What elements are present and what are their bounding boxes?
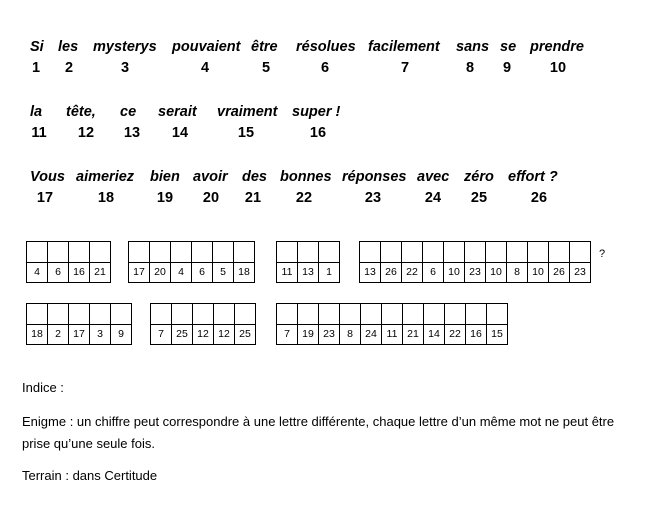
word-number: 25 — [470, 190, 488, 206]
letter-cell[interactable] — [235, 303, 256, 345]
answer-word-box — [26, 303, 132, 345]
word: être — [251, 39, 278, 55]
letter-cell[interactable] — [276, 241, 298, 283]
cell-number: 21 — [90, 263, 110, 283]
word: pouvaient — [172, 39, 241, 55]
letter-cell[interactable] — [528, 241, 549, 283]
letter-cell[interactable] — [507, 241, 528, 283]
letter-cell[interactable] — [111, 303, 132, 345]
letter-cell[interactable] — [319, 241, 340, 283]
letter-cell[interactable] — [128, 241, 150, 283]
word-number: 26 — [530, 190, 548, 206]
cell-number: 18 — [234, 263, 254, 283]
answer-word-box — [128, 241, 255, 283]
answer-word-box — [359, 241, 591, 283]
letter-cell[interactable] — [382, 303, 403, 345]
cell-number: 23 — [570, 263, 590, 283]
letter-cell[interactable] — [486, 241, 507, 283]
word-number: 21 — [244, 190, 262, 206]
word: se — [500, 39, 517, 55]
word-number: 22 — [295, 190, 313, 206]
word-number: 11 — [31, 125, 47, 141]
letter-cell[interactable] — [402, 241, 423, 283]
word: bonnes — [280, 169, 332, 185]
letter-cell[interactable] — [359, 241, 381, 283]
word: effort ? — [508, 169, 558, 185]
letter-cell[interactable] — [48, 303, 69, 345]
letter-cell[interactable] — [69, 241, 90, 283]
cell-number: 23 — [319, 325, 339, 345]
question-mark: ? — [599, 248, 606, 260]
cell-number: 11 — [277, 263, 297, 283]
cell-number: 20 — [150, 263, 170, 283]
word-number: 17 — [36, 190, 54, 206]
cell-number: 12 — [214, 325, 234, 345]
cell-number: 3 — [90, 325, 110, 345]
word: la — [30, 104, 43, 120]
cell-number: 7 — [277, 325, 297, 345]
letter-cell[interactable] — [69, 303, 90, 345]
word: vraiment — [217, 104, 278, 120]
word-number: 5 — [261, 60, 271, 76]
word: tête, — [66, 104, 96, 120]
letter-cell[interactable] — [381, 241, 402, 283]
word: zéro — [464, 169, 494, 185]
word-number: 20 — [202, 190, 220, 206]
letter-cell[interactable] — [192, 241, 213, 283]
cell-number: 6 — [48, 263, 68, 283]
word-number: 9 — [502, 60, 512, 76]
letter-cell[interactable] — [466, 303, 487, 345]
letter-cell[interactable] — [234, 241, 255, 283]
cell-number: 6 — [423, 263, 443, 283]
letter-cell[interactable] — [193, 303, 214, 345]
cell-number: 10 — [486, 263, 506, 283]
word: bien — [150, 169, 180, 185]
letter-cell[interactable] — [213, 241, 234, 283]
letter-cell[interactable] — [171, 241, 192, 283]
cell-number: 17 — [129, 263, 149, 283]
word: super ! — [292, 104, 341, 120]
cell-number: 13 — [298, 263, 318, 283]
word-number: 2 — [64, 60, 74, 76]
letter-cell[interactable] — [403, 303, 424, 345]
cell-number: 15 — [487, 325, 507, 345]
cell-number: 22 — [445, 325, 465, 345]
word-number: 19 — [156, 190, 174, 206]
cell-number: 10 — [528, 263, 548, 283]
cell-number: 1 — [319, 263, 339, 283]
cell-number: 8 — [340, 325, 360, 345]
cell-number: 9 — [111, 325, 131, 345]
letter-cell[interactable] — [340, 303, 361, 345]
word-number: 6 — [320, 60, 330, 76]
word-number: 10 — [549, 60, 567, 76]
letter-cell[interactable] — [90, 303, 111, 345]
word: réponses — [342, 169, 407, 185]
cell-number: 6 — [192, 263, 212, 283]
letter-cell[interactable] — [276, 303, 298, 345]
cell-number: 13 — [360, 263, 380, 283]
cell-number: 16 — [69, 263, 89, 283]
cell-number: 10 — [444, 263, 464, 283]
word: aimeriez — [76, 169, 135, 185]
letter-cell[interactable] — [298, 303, 319, 345]
letter-cell[interactable] — [319, 303, 340, 345]
cell-number: 25 — [235, 325, 255, 345]
cell-number: 24 — [361, 325, 381, 345]
word: prendre — [530, 39, 584, 55]
cell-number: 16 — [466, 325, 486, 345]
letter-cell[interactable] — [445, 303, 466, 345]
word: avoir — [193, 169, 228, 185]
letter-cell[interactable] — [298, 241, 319, 283]
cell-number: 11 — [382, 325, 402, 345]
terrain-text: Terrain : dans Certitude — [22, 468, 158, 483]
cell-number: 8 — [507, 263, 527, 283]
word-number: 24 — [424, 190, 442, 206]
cell-number: 4 — [27, 263, 47, 283]
cell-number: 7 — [151, 325, 171, 345]
word: avec — [417, 169, 450, 185]
letter-cell[interactable] — [214, 303, 235, 345]
word: résolues — [296, 39, 356, 55]
cell-number: 17 — [69, 325, 89, 345]
letter-cell[interactable] — [465, 241, 486, 283]
word: mysterys — [93, 39, 157, 55]
word-number: 18 — [97, 190, 115, 206]
letter-cell[interactable] — [361, 303, 382, 345]
cell-number: 21 — [403, 325, 423, 345]
word-number: 8 — [465, 60, 475, 76]
letter-cell[interactable] — [26, 303, 48, 345]
word-number: 1 — [31, 60, 41, 76]
letter-cell[interactable] — [90, 241, 111, 283]
word-number: 23 — [364, 190, 382, 206]
word-number: 14 — [171, 125, 189, 141]
letter-cell[interactable] — [48, 241, 69, 283]
word: sans — [456, 39, 490, 55]
cell-number: 26 — [381, 263, 401, 283]
cell-number: 23 — [465, 263, 485, 283]
answer-word-box — [276, 303, 508, 345]
answer-word-box — [150, 303, 256, 345]
cell-number: 25 — [172, 325, 192, 345]
hint-label: Indice : — [22, 380, 64, 395]
word: les — [58, 39, 79, 55]
letter-cell[interactable] — [150, 241, 171, 283]
answer-word-box — [276, 241, 340, 283]
letter-cell[interactable] — [444, 241, 465, 283]
word: Vous — [30, 169, 65, 185]
cell-number: 26 — [549, 263, 569, 283]
enigme-text: Enigme : un chiffre peut correspondre à une lettre différente, chaque lettre d’un même mot ne peut être prise qu’une seule fois. — [22, 414, 615, 451]
word-number: 3 — [120, 60, 130, 76]
cell-number: 12 — [193, 325, 213, 345]
letter-cell[interactable] — [172, 303, 193, 345]
letter-cell[interactable] — [487, 303, 508, 345]
word-number: 15 — [237, 125, 255, 141]
cell-number: 22 — [402, 263, 422, 283]
cell-number: 2 — [48, 325, 68, 345]
word-number: 4 — [200, 60, 210, 76]
cell-number: 5 — [213, 263, 233, 283]
letter-cell[interactable] — [26, 241, 48, 283]
letter-cell[interactable] — [423, 241, 444, 283]
word-number: 16 — [309, 125, 327, 141]
word: facilement — [368, 39, 440, 55]
letter-cell[interactable] — [549, 241, 570, 283]
letter-cell[interactable] — [570, 241, 591, 283]
word: serait — [158, 104, 197, 120]
word-number: 13 — [123, 125, 141, 141]
cell-number: 18 — [27, 325, 47, 345]
word: Si — [30, 39, 44, 55]
cell-number: 4 — [171, 263, 191, 283]
cell-number: 14 — [424, 325, 444, 345]
cell-number: 19 — [298, 325, 318, 345]
answer-word-box — [26, 241, 111, 283]
word: des — [242, 169, 267, 185]
letter-cell[interactable] — [150, 303, 172, 345]
letter-cell[interactable] — [424, 303, 445, 345]
word-number: 12 — [77, 125, 95, 141]
word-number: 7 — [400, 60, 410, 76]
word: ce — [120, 104, 137, 120]
